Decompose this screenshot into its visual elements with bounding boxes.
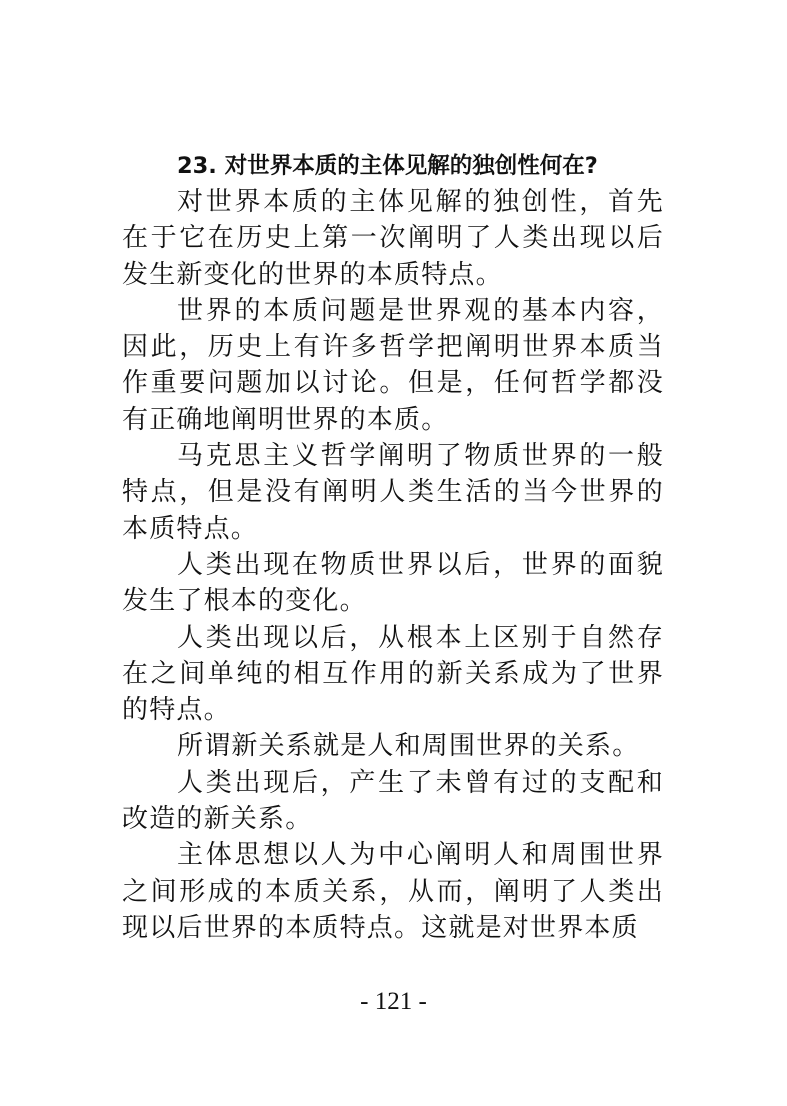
text-line: 本质特点。 xyxy=(122,513,259,544)
paragraph-list xyxy=(122,184,664,946)
text-line: 有正确地阐明世界的本质。 xyxy=(122,404,449,435)
text-line: 马克思主义哲学阐明了物质世界的一般 xyxy=(177,441,664,472)
text-line: 人类出现后，产生了未曾有过的支配和 xyxy=(177,767,664,798)
text-line: 在之间单纯的相互作用的新关系成为了世界 xyxy=(122,658,664,689)
section-heading: 23. 对世界本质的主体见解的独创性何在? xyxy=(177,153,598,179)
text-line: 人类出现在物质世界以后，世界的面貌 xyxy=(177,549,664,580)
paragraph xyxy=(122,547,664,620)
paragraph xyxy=(122,837,664,946)
text-line: 改造的新关系。 xyxy=(122,804,313,835)
paragraph xyxy=(122,293,664,438)
page-number: - 121 - xyxy=(360,988,427,1015)
text-line: 特点，但是没有阐明人类生活的当今世界的 xyxy=(122,477,664,508)
text-line: 之间形成的本质关系，从而，阐明了人类出 xyxy=(122,876,664,907)
paragraph xyxy=(122,765,664,838)
text-line: 的特点。 xyxy=(122,695,231,726)
text-line: 所谓新关系就是人和周围世界的关系。 xyxy=(177,731,640,762)
paragraph xyxy=(122,184,664,293)
text-line: 人类出现以后，从根本上区别于自然存 xyxy=(177,622,664,653)
text-line: 因此，历史上有许多哲学把阐明世界本质当 xyxy=(122,332,664,363)
text-line: 发生新变化的世界的本质特点。 xyxy=(122,259,503,290)
text-line: 现以后世界的本质特点。这就是对世界本质 xyxy=(122,912,639,943)
text-line: 主体思想以人为中心阐明人和周围世界 xyxy=(177,840,664,871)
paragraph xyxy=(122,438,664,547)
text-line: 在于它在历史上第一次阐明了人类出现以后 xyxy=(122,223,664,254)
page-body xyxy=(122,149,664,946)
text-line: 对世界本质的主体见解的独创性，首先 xyxy=(177,187,664,217)
text-line: 发生了根本的变化。 xyxy=(122,586,367,617)
text-line: 作重要问题加以讨论。但是，任何哲学都没 xyxy=(122,368,664,399)
text-line: 世界的本质问题是世界观的基本内容， xyxy=(177,295,664,326)
paragraph xyxy=(122,728,664,764)
paragraph xyxy=(122,620,664,729)
